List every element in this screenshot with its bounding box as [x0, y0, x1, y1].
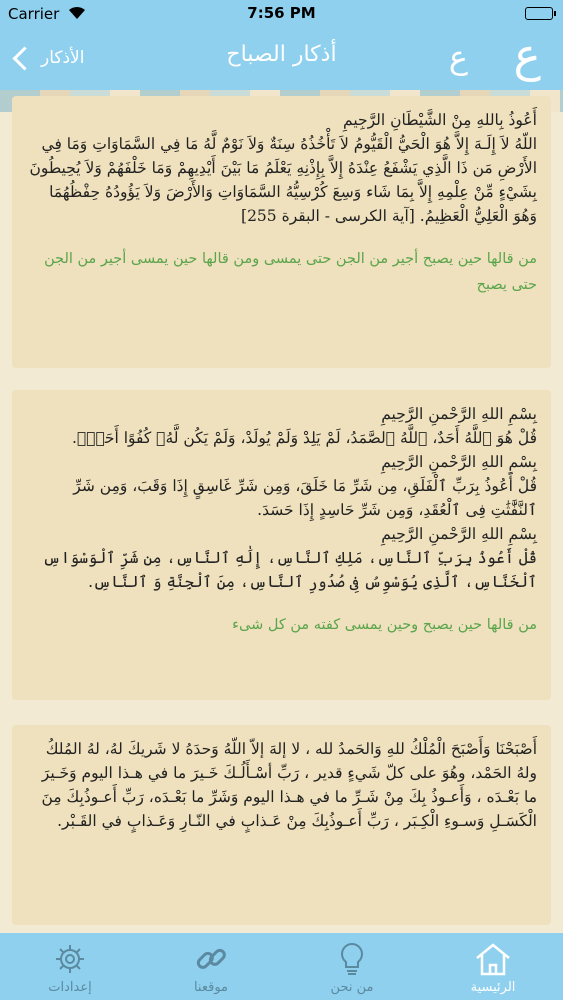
- tab-home[interactable]: [423, 933, 563, 1000]
- tab-settings-label: إعدادات: [48, 980, 92, 995]
- tab-about-us[interactable]: [282, 933, 422, 1000]
- tab-our-site-label: موقعنا: [193, 980, 229, 995]
- dhikr-card: [12, 390, 551, 700]
- navigation-bar: [0, 28, 563, 90]
- battery-icon: [525, 7, 553, 20]
- tab-settings[interactable]: [0, 933, 140, 1000]
- dhikr-virtue: من قالها حين يصبح أجير من الجن حتى يمسى ومن قالها حين يمسى أجير من الجن حتى يصبح: [44, 251, 537, 293]
- dhikr-card: [12, 725, 551, 925]
- tab-our-site[interactable]: [141, 933, 281, 1000]
- tab-home-label: الرئيسية: [470, 980, 516, 995]
- status-bar: [0, 0, 563, 28]
- gear-icon: [50, 940, 90, 978]
- increase-font-button[interactable]: ع: [513, 28, 541, 82]
- tab-about-us-label: من نحن: [330, 980, 374, 995]
- dhikr-text: بِسْمِ اللهِ الرَّحْمنِ الرَّحِيمِ قُلْ هُوَ ٱللَّهُ أَحَدٌ، ٱللَّهُ ٱلصَّمَدُ، لَمْ يَلِدْ وَلَمْ يُولَدْ، وَلَمْ يَكُن لَّهُۥ كُفُوًا أَحَدٌۢ. بِسْمِ اللهِ الرَّحْمنِ الرَّحِيمِ قُلْ أَعُوذُ بِرَبِّ ٱلْفَلَقِ، مِن شَرِّ مَا خَلَقَ، وَمِن شَرِّ غَاسِقٍ إِذَا وَقَبَ، وَمِن شَرِّ ٱلنَّفَّٰثَٰتِ فِى ٱلْعُقَدِ، وَمِن شَرِّ حَاسِدٍ إِذَا حَسَدَ. بِسْمِ اللهِ الرَّحْمنِ الرَّحِيمِ قُلْ أَعُوذُ بِرَبِّ ٱلنَّاسِ، مَلِكِ ٱلنَّاسِ، إِلَٰهِ ٱلنَّاسِ، مِن شَرِّ ٱلْوَسْوَاسِ ٱلْخَنَّاسِ، ٱلَّذِى يُوَسْوِسُ فِى صُدُورِ ٱلنَّاسِ، مِنَ ٱلْجِنَّةِ وَ ٱلنَّاسِ.: [42, 405, 537, 591]
- dhikr-virtue: من قالها حين يصبح وحين يمسى كفته من كل شىء: [232, 617, 537, 633]
- decrease-font-button[interactable]: ع: [448, 38, 468, 76]
- carrier-label: Carrier: [8, 5, 60, 23]
- dhikr-card: [12, 96, 551, 368]
- link-icon: [191, 940, 231, 978]
- back-button-label: الأذكار: [41, 48, 85, 68]
- status-time: 7:56 PM: [247, 4, 316, 22]
- home-icon: [473, 940, 513, 978]
- page-title: أذكار الصباح: [226, 42, 337, 67]
- tab-bar: [0, 933, 563, 1000]
- dhikr-text: أَصْبَحْنَا وَأَصْبَحَ الْمُلْكُ للهِ وَالحَمدُ لله ، لا إلهَ إلاّ اللّهُ وَحدَهُ لا شَريكَ لهُ، لهُ المُلكُ ولهُ الحَمْد، وهُوَ على كلّ شَيءٍ قدير ، رَبِّ أسْـأَلُـكَ خَـيرَ ما في هـذا اليوم وَخَـيرَ ما بَعْـدَه ، وَأَعـوذُ بِكَ مِنْ شَـرِّ ما في هـذا اليوم وَشَرِّ ما بَعْـدَه، رَبِّ أَعـوذُبِكَ مِنَ الْكَسَـلِ وَسـوءِ الْكِـبَر ، رَبِّ أَعـوذُبِكَ مِنْ عَـذابٍ في النّـارِ وَعَـذابٍ في القَـبْر.: [41, 740, 537, 830]
- dhikr-text: أَعُوذُ بِاللهِ مِنْ الشَّيْطَانِ الرَّجِيمِ اللّهُ لاَ إِلَـهَ إِلاَّ هُوَ الْحَيُّ الْقَيُّومُ لاَ تَأْخُذُهُ سِنَةٌ وَلاَ نَوْمٌ لَّهُ مَا فِي السَّمَاوَاتِ وَمَا فِي الأَرْضِ مَن ذَا الَّذِي يَشْفَعُ عِنْدَهُ إِلاَّ بِإِذْنِهِ يَعْلَمُ مَا بَيْنَ أَيْدِيهِمْ وَمَا خَلْفَهُمْ وَلاَ يُحِيطُونَ بِشَيْءٍ مِّنْ عِلْمِهِ إِلاَّ بِمَا شَاء وَسِعَ كُرْسِيُّهُ السَّمَاوَاتِ وَالأَرْضَ وَلاَ يَؤُودُهُ حِفْظُهُمَا وَهُوَ الْعَلِيُّ الْعَظِيمُ. [آية الكرسى - البقرة 255]: [29, 111, 537, 225]
- dhikr-list[interactable]: [0, 90, 563, 933]
- lightbulb-icon: [332, 940, 372, 978]
